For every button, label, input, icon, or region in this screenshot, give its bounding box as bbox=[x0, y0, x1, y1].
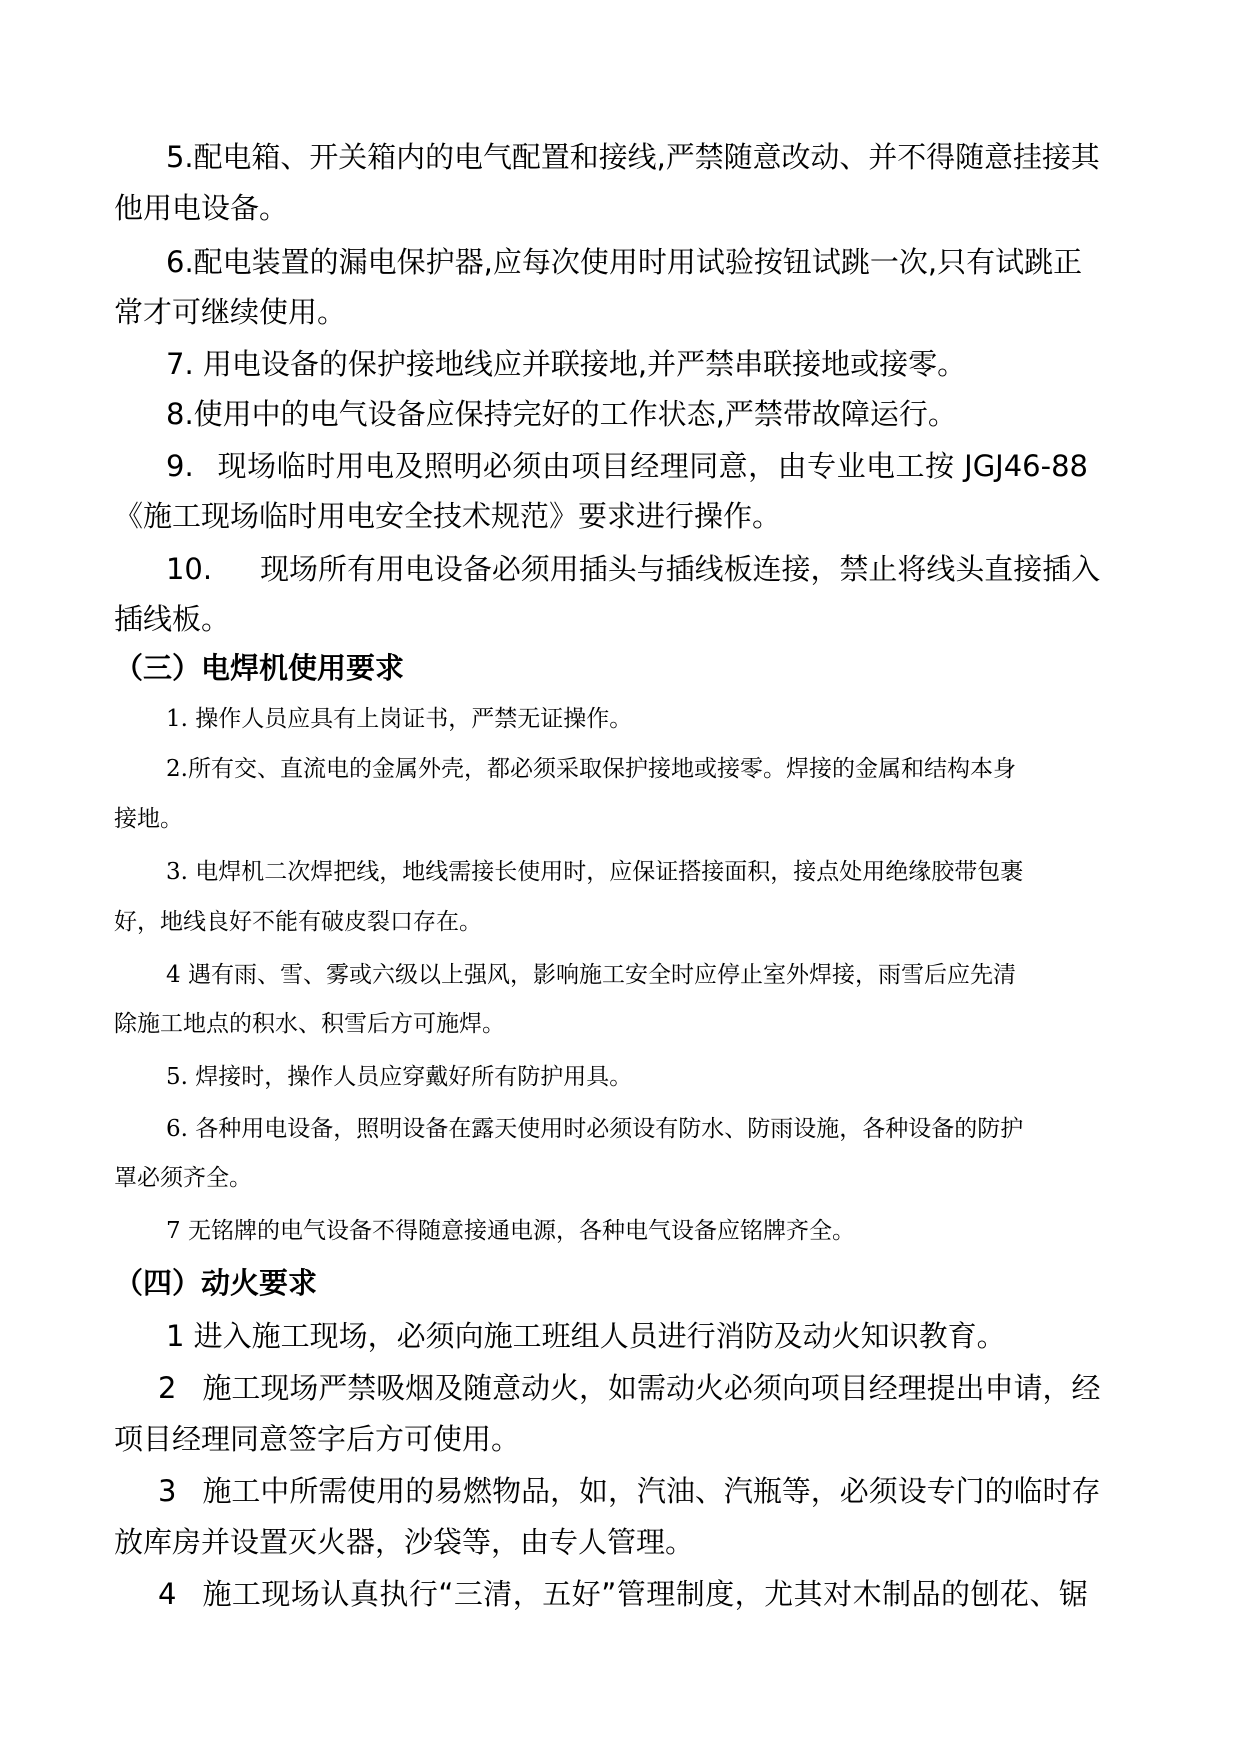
sec3-item-1: 1. 操作人员应具有上岗证书，严禁无证操作。 bbox=[166, 706, 633, 732]
sec4-item-4-line-1 bbox=[158, 1577, 1088, 1611]
item-9-line-2: 《施工现场临时用电安全技术规范》要求进行操作。 bbox=[114, 499, 782, 533]
item-6-line-1: 6.配电装置的漏电保护器,应每次使用时用试验按钮试跳一次,只有试跳正 bbox=[166, 245, 1083, 279]
item-9-line-1 bbox=[166, 449, 1088, 483]
item-9-text: 现场临时用电及照明必须由项目经理同意，由专业电工按 JGJ46-88 bbox=[217, 449, 1088, 483]
section-3-heading: （三）电焊机使用要求 bbox=[114, 651, 405, 685]
item-8-line-1: 8.使用中的电气设备应保持完好的工作状态,严禁带故障运行。 bbox=[166, 397, 957, 431]
sec4-item-4-number: 4 bbox=[158, 1577, 177, 1611]
section-4-heading: （四）动火要求 bbox=[114, 1266, 318, 1300]
sec3-item-4-line-1: 4 遇有雨、雪、雾或六级以上强风，影响施工安全时应停止室外焊接，雨雪后应先清 bbox=[166, 962, 1016, 988]
sec4-item-2-text: 施工现场严禁吸烟及随意动火，如需动火必须向项目经理提出申请，经 bbox=[202, 1371, 1101, 1405]
sec4-item-3-line-2: 放库房并设置灭火器，沙袋等，由专人管理。 bbox=[114, 1525, 695, 1559]
sec4-item-4-text: 施工现场认真执行“三清，五好”管理制度，尤其对木制品的刨花、锯 bbox=[202, 1577, 1088, 1611]
item-7-line-1: 7. 用电设备的保护接地线应并联接地,并严禁串联接地或接零。 bbox=[166, 347, 967, 381]
sec3-item-2-line-1: 2.所有交、直流电的金属外壳，都必须采取保护接地或接零。焊接的金属和结构本身 bbox=[166, 756, 1016, 782]
sec3-item-6-line-1: 6. 各种用电设备，照明设备在露天使用时必须设有防水、防雨设施，各种设备的防护 bbox=[166, 1116, 1024, 1142]
sec3-item-3-line-1: 3. 电焊机二次焊把线，地线需接长使用时，应保证搭接面积，接点处用绝缘胶带包裹 bbox=[166, 859, 1024, 885]
sec4-item-2-number: 2 bbox=[158, 1371, 177, 1405]
item-6-line-2: 常才可继续使用。 bbox=[114, 295, 347, 329]
item-10-text: 现场所有用电设备必须用插头与插线板连接，禁止将线头直接插入 bbox=[260, 552, 1101, 586]
sec4-item-2-line-2: 项目经理同意签字后方可使用。 bbox=[114, 1422, 521, 1456]
sec3-item-5: 5. 焊接时，操作人员应穿戴好所有防护用具。 bbox=[166, 1064, 633, 1090]
sec3-item-7: 7 无铭牌的电气设备不得随意接通电源，各种电气设备应铭牌齐全。 bbox=[166, 1218, 855, 1244]
item-10-number: 10. bbox=[166, 552, 213, 586]
sec3-item-3-line-2: 好，地线良好不能有破皮裂口存在。 bbox=[114, 909, 482, 935]
item-5-line-1: 5.配电箱、开关箱内的电气配置和接线,严禁随意改动、并不得随意挂接其 bbox=[166, 140, 1100, 174]
item-10-line-2: 插线板。 bbox=[114, 602, 231, 636]
sec4-item-2-line-1 bbox=[158, 1371, 1101, 1405]
sec4-item-3-line-1 bbox=[158, 1474, 1101, 1508]
sec4-item-3-text: 施工中所需使用的易燃物品，如，汽油、汽瓶等，必须设专门的临时存 bbox=[202, 1474, 1101, 1508]
item-5-line-2: 他用电设备。 bbox=[114, 191, 289, 225]
item-9-number: 9. bbox=[166, 449, 194, 483]
sec4-item-1: 1 进入施工现场，必须向施工班组人员进行消防及动火知识教育。 bbox=[166, 1319, 1006, 1353]
sec3-item-2-line-2: 接地。 bbox=[114, 806, 183, 832]
sec3-item-6-line-2: 罩必须齐全。 bbox=[114, 1165, 252, 1191]
item-10-line-1 bbox=[166, 552, 1101, 586]
sec3-item-4-line-2: 除施工地点的积水、积雪后方可施焊。 bbox=[114, 1011, 505, 1037]
sec4-item-3-number: 3 bbox=[158, 1474, 177, 1508]
